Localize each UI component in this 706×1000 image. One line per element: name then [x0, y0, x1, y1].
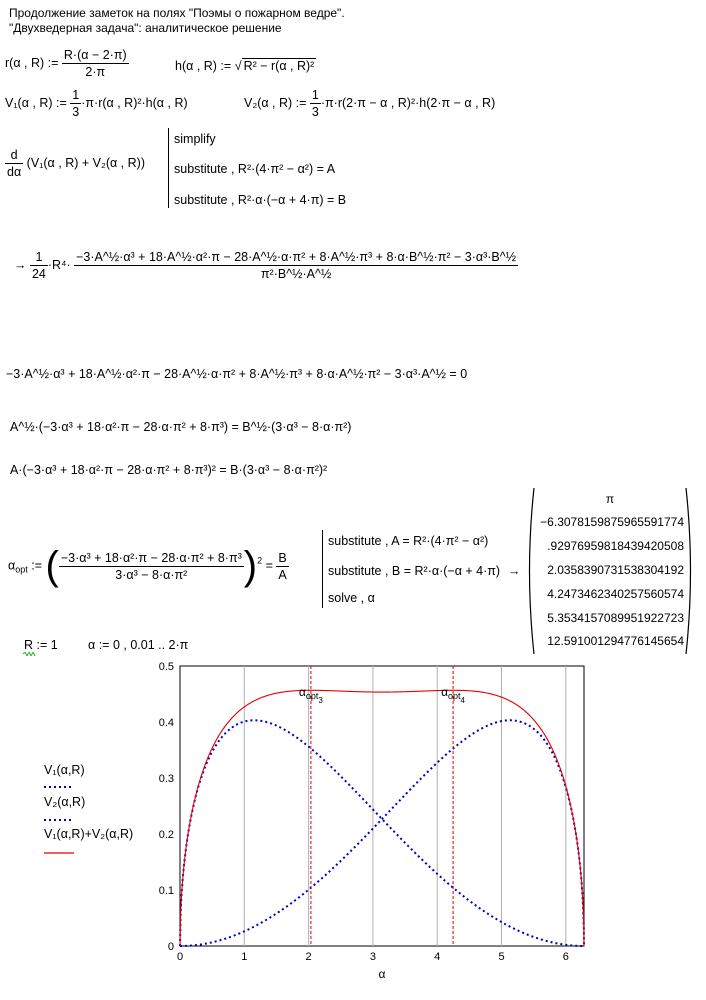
- symbolic-result: [14, 250, 518, 281]
- alpha-opt-lhs: α: [8, 558, 16, 573]
- derivative-expr: [5, 148, 145, 179]
- h-lhs: h(α , R) :=: [175, 59, 232, 73]
- coef-num: 1: [30, 250, 48, 266]
- alpha-op-3: solve , α: [328, 591, 375, 605]
- x-tick-label: 5: [498, 951, 505, 963]
- alpha-range: α := 0 , 0.01 .. 2·π: [88, 638, 189, 652]
- result-coef: [30, 250, 48, 281]
- third-den: 3: [311, 105, 319, 119]
- legend-v1: V₁(α,R): [44, 763, 85, 777]
- deriv-op-3: substitute , R²·α·(−α + 4·π) = B: [174, 193, 347, 207]
- v2-definition: [244, 88, 495, 119]
- r-lhs: r(α , R) :=: [5, 55, 59, 70]
- result-num: −3·A^½·α³ + 18·A^½·α²·π − 28·A^½·α·π² + 8·A^½·π³ + 8·α·B^½·π² − 3·α³·B^½: [76, 250, 517, 264]
- d-dalpha: [5, 148, 23, 179]
- deriv-op-2: substitute , R²·(4·π² − α²) = A: [174, 162, 336, 176]
- x-tick-label: 4: [434, 951, 441, 963]
- paren-close-icon: ): [243, 544, 258, 588]
- x-tick-label: 3: [369, 951, 376, 963]
- v2-rhs: ·π·r(2·π − α , R)²·h(2·π − α , R): [320, 95, 496, 110]
- root-4: 4.2473462340257560574: [547, 587, 684, 601]
- d-den: dα: [7, 165, 22, 179]
- v2-third: [310, 88, 321, 119]
- equation-1: −3·A^½·α³ + 18·A^½·α²·π − 28·A^½·α·π² + 8·A^½·π³ + 8·α·A^½·π² − 3·α³·A^½ = 0: [6, 367, 468, 381]
- alpha-opt-sub: opt: [15, 564, 28, 575]
- header-line2: "Двухведерная задача": аналитическое решение: [9, 21, 282, 35]
- root-0: π: [605, 492, 615, 506]
- root-2: .92976959818439420508: [547, 539, 684, 553]
- alpha-op-1: substitute , A = R²·(4·π² − α²): [328, 534, 489, 548]
- y-tick-label: 0.2: [158, 829, 174, 841]
- alpha-opt-num: −3·α³ + 18·α²·π − 28·α·π² + 8·π³: [60, 550, 242, 565]
- result-fraction: [74, 250, 518, 281]
- x-tick-label: 0: [176, 951, 184, 963]
- deriv-op-1: simplify: [174, 132, 216, 146]
- h-radicand: R² − r(α , R)²: [243, 59, 315, 73]
- r-fraction: [62, 48, 129, 79]
- alpha-arrow: →: [508, 564, 521, 578]
- alpha-opt-fraction: [59, 551, 244, 582]
- result-arrow: →: [14, 257, 27, 272]
- squiggle-icon: [23, 652, 37, 656]
- header-line1: Продолжение заметок на полях "Поэмы о пожарном ведре".: [9, 6, 345, 20]
- paren-open-icon: (: [45, 544, 59, 588]
- alpha-opt-marker-label: $\alpha_{opt3}$: [298, 685, 323, 705]
- equation-2: A^½·(−3·α³ + 18·α²·π − 28·α·π² + 8·π³) = B^½·(3·α³ − 8·α·π²): [10, 420, 352, 434]
- v2-lhs: V₂(α , R) :=: [244, 95, 307, 110]
- b-over-a: [276, 551, 288, 582]
- sqrt-icon: √: [234, 59, 242, 73]
- y-tick-label: 0.3: [158, 773, 174, 785]
- third-num: 1: [72, 88, 80, 102]
- root-3: 2.0358390731538304192: [547, 563, 684, 577]
- legend-v1-swatch: [44, 785, 74, 789]
- result-r4: ·R⁴·: [47, 257, 71, 272]
- x-tick-label: 1: [241, 951, 248, 963]
- a-den: A: [278, 567, 287, 582]
- y-tick-label: 0.5: [158, 661, 174, 673]
- third-den: 3: [72, 105, 80, 119]
- alpha-opt-den: 3·α³ − 8·α·π²: [115, 567, 188, 582]
- r-definition: [5, 48, 129, 79]
- root-5: 5.3534157089951922723: [547, 611, 684, 625]
- r-num: R·(α − 2·π): [63, 48, 127, 62]
- r-den: 2·π: [85, 65, 106, 79]
- x-tick-label: 2: [305, 951, 312, 963]
- v1-third: [70, 88, 81, 119]
- alpha-opt-pow: 2: [257, 555, 263, 566]
- x-axis-label: α: [378, 967, 386, 981]
- d-num: d: [5, 148, 23, 164]
- volume-chart: [140, 656, 610, 988]
- alpha-opt-assign: :=: [31, 558, 43, 573]
- deriv-body: (V₁(α , R) + V₂(α , R)): [26, 155, 145, 170]
- h-definition: [175, 58, 316, 73]
- alpha-opt-eq: =: [265, 558, 273, 573]
- x-tick-label: 6: [562, 951, 569, 963]
- plot-frame: [180, 666, 584, 946]
- result-den: π²·B^½·A^½: [260, 267, 332, 281]
- third-num: 1: [311, 88, 319, 102]
- ops-bar-2: [322, 530, 323, 608]
- root-6: 12.591001294776145654: [547, 634, 684, 648]
- alpha-opt-marker-label: $\alpha_{opt4}$: [441, 685, 466, 705]
- legend-sum-swatch: [44, 851, 74, 855]
- alpha-op-2: substitute , B = R²·α·(−α + 4·π): [328, 564, 501, 578]
- legend-v2: V₂(α,R): [44, 795, 86, 809]
- alpha-opt-definition: [8, 546, 289, 586]
- root-1: −6.3078159875965591774: [540, 515, 684, 529]
- y-tick-label: 0.4: [158, 717, 174, 729]
- legend-sum: V₁(α,R)+V₂(α,R): [44, 827, 134, 841]
- r-assign: R := 1: [24, 638, 58, 652]
- v1-rhs: ·π·r(α , R)²·h(α , R): [81, 95, 188, 110]
- y-tick-label: 0.1: [158, 885, 174, 897]
- coef-den: 24: [31, 267, 46, 281]
- v1-definition: [5, 88, 188, 119]
- b-num: B: [278, 550, 287, 565]
- equation-3: A·(−3·α³ + 18·α²·π − 28·α·π² + 8·π³)² = B·(3·α³ − 8·α·π²)²: [10, 463, 328, 477]
- ops-bar-1: [168, 128, 169, 208]
- y-tick-label: 0: [167, 941, 174, 953]
- legend-v2-swatch: [44, 818, 74, 822]
- v1-lhs: V₁(α , R) :=: [5, 95, 67, 110]
